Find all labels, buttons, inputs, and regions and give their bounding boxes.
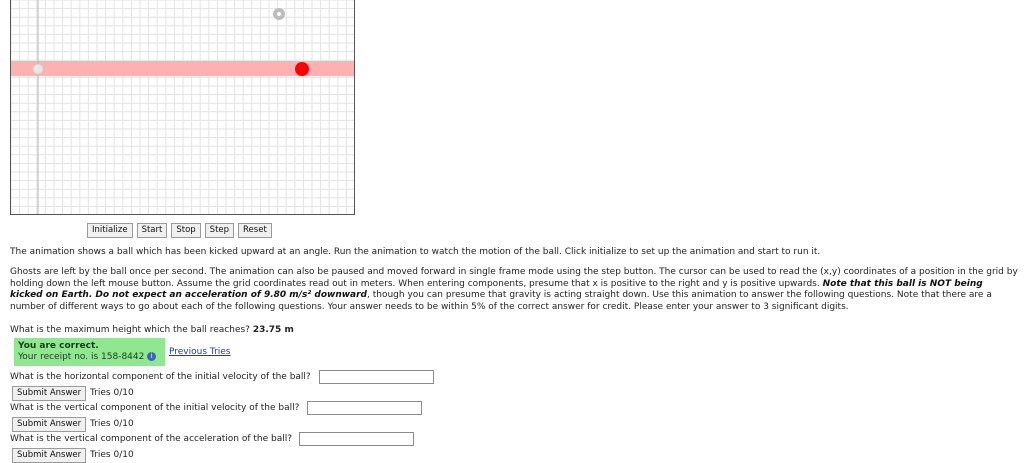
animation-grid[interactable] (10, 0, 355, 215)
tries-q3: Tries 0/10 (90, 419, 134, 429)
submit-answer-button-q2[interactable]: Submit Answer (12, 386, 86, 401)
ghost-ball-center (277, 12, 281, 16)
reset-button[interactable]: Reset (238, 223, 272, 238)
intro-paragraph: The animation shows a ball which has been kicked upward at an angle. Run the animation to watch the motion of the ball. Click initialize to set up the animation and start to run it. (10, 247, 821, 257)
question-3-text: What is the vertical component of the initial velocity of the ball? (10, 403, 300, 413)
grid-lines (11, 0, 354, 214)
submit-answer-button-q3[interactable]: Submit Answer (12, 417, 86, 432)
submit-answer-button-q4[interactable]: Submit Answer (12, 448, 86, 463)
ball (295, 62, 309, 76)
instructions-text-continued: , though you can presume that gravity is acting straight down. Use this animation to answer the following questions. Note that there are a number of different ways to go about each of the following questions. Your answer needs to be within 5% of the correct answer for credit. Please enter your answer to 3 significant digits. (10, 290, 992, 312)
question-4-text: What is the vertical component of the acceleration of the ball? (10, 434, 293, 444)
question-1 (10, 325, 294, 335)
grid-svg (11, 0, 354, 214)
tries-q2: Tries 0/10 (90, 388, 134, 398)
step-button[interactable]: Step (205, 223, 234, 238)
horizontal-velocity-input[interactable] (319, 370, 434, 384)
animation-controls (87, 223, 272, 238)
instructions-paragraph (10, 267, 1018, 313)
correct-feedback (14, 338, 165, 366)
question-2-text: What is the horizontal component of the initial velocity of the ball? (10, 372, 311, 382)
info-icon[interactable]: i (147, 352, 156, 361)
correct-title: You are correct. (18, 341, 99, 351)
note-text: Note that this ball is NOT being kicked on Earth. Do not expect an acceleration of 9.80 m/s² downward (10, 278, 983, 301)
question-1-answer: 23.75 m (252, 325, 294, 335)
instructions-text: Ghosts are left by the ball once per second. The animation can also be paused and moved forward in single frame mode using the step button. The cursor can be used to read the (x,y) coordinates of a position in the grid by holding down the left mouse button. Assume the grid coordinates read out in meters. When entering components, presume that x is positive to the right and y is positive upwards. (10, 267, 1018, 289)
vertical-acceleration-input[interactable] (299, 432, 414, 446)
start-button[interactable]: Start (137, 223, 168, 238)
stop-button[interactable]: Stop (171, 223, 200, 238)
vertical-velocity-input[interactable] (307, 401, 422, 415)
question-1-text: What is the maximum height which the ball reaches? (10, 325, 250, 335)
previous-tries-link[interactable]: Previous Tries (169, 347, 231, 357)
tries-q4: Tries 0/10 (90, 450, 134, 460)
receipt-line (18, 352, 161, 363)
ghost-ball-start (33, 64, 43, 74)
receipt-text: Your receipt no. is 158-8442 (18, 352, 145, 362)
initialize-button[interactable]: Initialize (87, 223, 133, 238)
